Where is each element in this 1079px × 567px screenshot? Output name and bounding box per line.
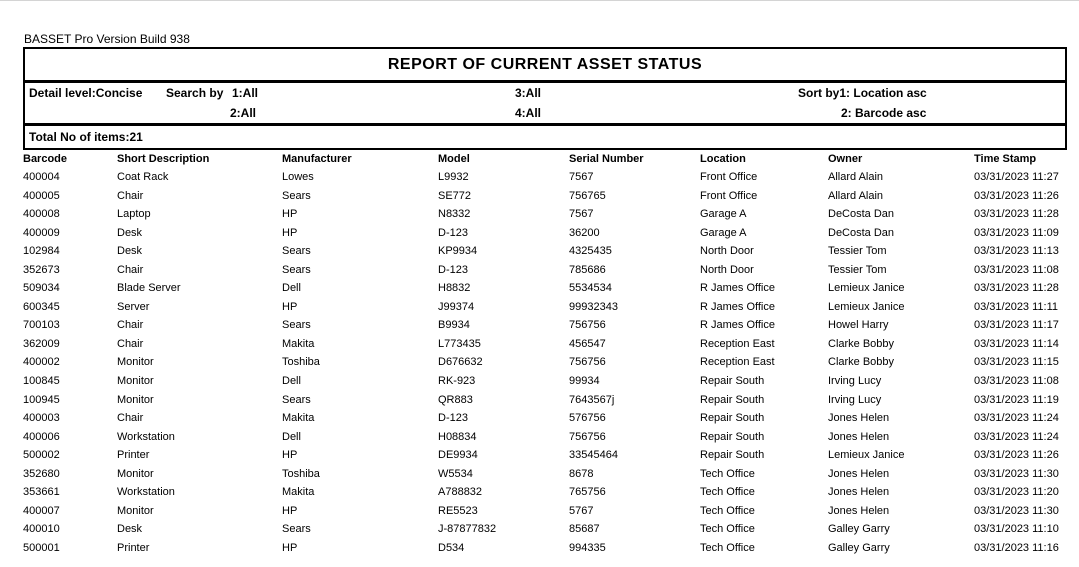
total-items-box (23, 124, 1067, 150)
cell-time-stamp: 03/31/2023 11:08 (974, 263, 1059, 276)
cell-owner: Irving Lucy (828, 375, 882, 388)
table-row (0, 169, 1079, 188)
cell-manufacturer: HP (282, 504, 298, 517)
cell-location: Front Office (700, 189, 758, 202)
table-row (0, 484, 1079, 503)
cell-manufacturer: Dell (282, 282, 301, 295)
cell-short-description: Monitor (117, 375, 154, 388)
table-row (0, 262, 1079, 281)
cell-barcode: 500002 (23, 449, 60, 462)
cell-barcode: 509034 (23, 282, 60, 295)
detail-level: Detail level:Concise (29, 86, 143, 100)
cell-owner: Clarke Bobby (828, 337, 895, 350)
cell-serial-number: 33545464 (569, 449, 618, 462)
table-row (0, 317, 1079, 336)
cell-time-stamp: 03/31/2023 11:10 (974, 523, 1059, 536)
cell-model: D534 (438, 541, 465, 554)
cell-short-description: Coat Rack (117, 171, 169, 183)
sort-criterion-1: Sort by1: Location asc (798, 86, 927, 100)
cell-location: R James Office (700, 300, 775, 313)
cell-model: L773435 (438, 337, 481, 350)
cell-owner: Allard Alain (828, 171, 884, 183)
cell-model: RK-923 (438, 375, 476, 388)
cell-manufacturer: HP (282, 449, 298, 462)
cell-location: North Door (700, 245, 754, 258)
cell-barcode: 100945 (23, 393, 60, 406)
cell-serial-number: 756756 (569, 430, 606, 443)
cell-serial-number: 99934 (569, 375, 600, 388)
table-row (0, 188, 1079, 207)
cell-owner: Allard Alain (828, 189, 884, 202)
cell-serial-number: 5767 (569, 504, 594, 517)
cell-manufacturer: Makita (282, 486, 315, 499)
asset-table-body (0, 169, 1079, 558)
cell-manufacturer: Toshiba (282, 467, 320, 480)
cell-owner: DeCosta Dan (828, 208, 895, 221)
cell-owner: Galley Garry (828, 541, 890, 554)
cell-short-description: Desk (117, 523, 143, 536)
cell-serial-number: 756756 (569, 319, 606, 332)
cell-model: DE9934 (438, 449, 478, 462)
cell-barcode: 102984 (23, 245, 60, 258)
cell-time-stamp: 03/31/2023 11:27 (974, 171, 1059, 183)
cell-time-stamp: 03/31/2023 11:16 (974, 541, 1059, 554)
cell-short-description: Laptop (117, 208, 151, 221)
cell-serial-number: 7567 (569, 208, 594, 221)
cell-short-description: Chair (117, 412, 144, 425)
table-row (0, 521, 1079, 540)
column-header-time-stamp: Time Stamp (974, 153, 1037, 165)
cell-owner: Irving Lucy (828, 393, 882, 406)
cell-short-description: Monitor (117, 504, 154, 517)
cell-location: Tech Office (700, 523, 755, 536)
column-header-location: Location (700, 153, 746, 165)
cell-barcode: 400010 (23, 523, 60, 536)
cell-time-stamp: 03/31/2023 11:19 (974, 393, 1059, 406)
column-header-owner: Owner (828, 153, 863, 165)
table-row (0, 299, 1079, 318)
cell-owner: Jones Helen (828, 430, 890, 443)
cell-barcode: 500001 (23, 541, 60, 554)
cell-location: Repair South (700, 393, 765, 406)
report-title: REPORT OF CURRENT ASSET STATUS (387, 56, 703, 73)
cell-barcode: 362009 (23, 337, 60, 350)
cell-short-description: Printer (117, 449, 150, 462)
cell-short-description: Monitor (117, 356, 154, 369)
cell-manufacturer: Makita (282, 412, 315, 425)
cell-barcode: 352673 (23, 263, 60, 276)
cell-location: Tech Office (700, 541, 755, 554)
search-criterion-3: 3:All (515, 86, 542, 100)
cell-serial-number: 4325435 (569, 245, 612, 258)
cell-owner: Clarke Bobby (828, 356, 895, 369)
cell-serial-number: 994335 (569, 541, 606, 554)
cell-model: QR883 (438, 393, 473, 406)
cell-manufacturer: Toshiba (282, 356, 320, 369)
cell-short-description: Server (117, 300, 150, 313)
cell-owner: Lemieux Janice (828, 300, 905, 313)
cell-location: Repair South (700, 430, 765, 443)
cell-location: R James Office (700, 319, 775, 332)
search-by-label: Search by (166, 86, 224, 100)
cell-barcode: 352680 (23, 467, 60, 480)
table-row (0, 429, 1079, 448)
cell-location: Repair South (700, 412, 765, 425)
cell-time-stamp: 03/31/2023 11:28 (974, 208, 1059, 221)
cell-location: Tech Office (700, 467, 755, 480)
cell-time-stamp: 03/31/2023 11:30 (974, 504, 1059, 517)
cell-short-description: Printer (117, 541, 150, 554)
cell-owner: Jones Helen (828, 467, 890, 480)
cell-location: Front Office (700, 171, 758, 183)
cell-time-stamp: 03/31/2023 11:15 (974, 356, 1059, 369)
cell-model: KP9934 (438, 245, 478, 258)
sort-criterion-2: 2: Barcode asc (841, 106, 927, 120)
cell-owner: Lemieux Janice (828, 449, 905, 462)
cell-model: J99374 (438, 300, 475, 313)
table-row (0, 410, 1079, 429)
cell-time-stamp: 03/31/2023 11:17 (974, 319, 1059, 332)
cell-serial-number: 7643567j (569, 393, 615, 406)
cell-owner: Lemieux Janice (828, 282, 905, 295)
build-version: BASSET Pro Version Build 938 (24, 32, 190, 46)
cell-model: D-123 (438, 263, 468, 276)
cell-time-stamp: 03/31/2023 11:24 (974, 430, 1059, 443)
cell-location: Repair South (700, 449, 765, 462)
cell-manufacturer: HP (282, 300, 298, 313)
cell-model: B9934 (438, 319, 470, 332)
cell-owner: Jones Helen (828, 412, 890, 425)
cell-short-description: Chair (117, 263, 144, 276)
cell-serial-number: 36200 (569, 226, 600, 239)
cell-model: D-123 (438, 412, 468, 425)
cell-serial-number: 765756 (569, 486, 606, 499)
column-header-model: Model (438, 153, 470, 165)
cell-barcode: 400009 (23, 226, 60, 239)
table-row (0, 447, 1079, 466)
cell-model: SE772 (438, 189, 472, 202)
cell-time-stamp: 03/31/2023 11:14 (974, 337, 1059, 350)
table-row (0, 206, 1079, 225)
cell-barcode: 100845 (23, 375, 60, 388)
cell-short-description: Monitor (117, 467, 154, 480)
cell-model: RE5523 (438, 504, 478, 517)
cell-location: Repair South (700, 375, 765, 388)
cell-model: A788832 (438, 486, 483, 499)
cell-model: H8832 (438, 282, 471, 295)
cell-short-description: Desk (117, 226, 143, 239)
cell-owner: Jones Helen (828, 486, 890, 499)
cell-model: L9932 (438, 171, 469, 183)
cell-short-description: Desk (117, 245, 143, 258)
cell-owner: Tessier Tom (828, 263, 887, 276)
cell-owner: Howel Harry (828, 319, 889, 332)
cell-manufacturer: Sears (282, 189, 311, 202)
cell-manufacturer: Sears (282, 263, 311, 276)
total-items: Total No of items:21 (29, 130, 143, 144)
cell-owner: DeCosta Dan (828, 226, 895, 239)
cell-barcode: 400003 (23, 412, 60, 425)
cell-manufacturer: Dell (282, 430, 301, 443)
report-criteria-box (23, 81, 1067, 125)
table-row (0, 503, 1079, 522)
cell-location: Reception East (700, 337, 775, 350)
cell-model: H08834 (438, 430, 477, 443)
cell-time-stamp: 03/31/2023 11:26 (974, 189, 1059, 202)
report-title-box (23, 47, 1067, 82)
cell-serial-number: 8678 (569, 467, 594, 480)
cell-short-description: Workstation (117, 486, 175, 499)
cell-short-description: Chair (117, 337, 144, 350)
table-row (0, 354, 1079, 373)
cell-owner: Tessier Tom (828, 245, 887, 258)
cell-short-description: Workstation (117, 430, 175, 443)
cell-time-stamp: 03/31/2023 11:24 (974, 412, 1059, 425)
table-row (0, 225, 1079, 244)
cell-short-description: Chair (117, 319, 144, 332)
cell-location: Tech Office (700, 486, 755, 499)
cell-manufacturer: Sears (282, 319, 311, 332)
cell-model: W5534 (438, 467, 473, 480)
cell-location: R James Office (700, 282, 775, 295)
cell-serial-number: 756756 (569, 356, 606, 369)
table-row (0, 243, 1079, 262)
cell-serial-number: 7567 (569, 171, 594, 183)
cell-barcode: 400002 (23, 356, 60, 369)
cell-time-stamp: 03/31/2023 11:28 (974, 282, 1059, 295)
cell-manufacturer: HP (282, 226, 298, 239)
table-row (0, 336, 1079, 355)
cell-manufacturer: Sears (282, 245, 311, 258)
cell-model: D-123 (438, 226, 468, 239)
cell-time-stamp: 03/31/2023 11:11 (974, 300, 1059, 313)
cell-serial-number: 576756 (569, 412, 606, 425)
table-row (0, 540, 1079, 559)
column-header-manufacturer: Manufacturer (282, 153, 352, 165)
cell-serial-number: 456547 (569, 337, 606, 350)
top-divider (0, 0, 1079, 1)
cell-location: Garage A (700, 226, 747, 239)
table-row (0, 280, 1079, 299)
cell-model: J-87877832 (438, 523, 497, 536)
cell-model: N8332 (438, 208, 471, 221)
table-row (0, 466, 1079, 485)
cell-manufacturer: Makita (282, 337, 315, 350)
cell-owner: Galley Garry (828, 523, 890, 536)
cell-time-stamp: 03/31/2023 11:09 (974, 226, 1059, 239)
cell-time-stamp: 03/31/2023 11:08 (974, 375, 1059, 388)
cell-serial-number: 5534534 (569, 282, 612, 295)
table-row (0, 373, 1079, 392)
search-criterion-1: 1:All (232, 86, 259, 100)
cell-manufacturer: Lowes (282, 171, 314, 183)
column-header-serial-number: Serial Number (569, 153, 644, 165)
cell-model: D676632 (438, 356, 483, 369)
table-row (0, 392, 1079, 411)
cell-short-description: Blade Server (117, 282, 181, 295)
cell-location: Reception East (700, 356, 775, 369)
cell-location: Garage A (700, 208, 747, 221)
cell-barcode: 400007 (23, 504, 60, 517)
cell-serial-number: 99932343 (569, 300, 618, 313)
column-header-barcode: Barcode (23, 153, 68, 165)
cell-serial-number: 785686 (569, 263, 606, 276)
cell-barcode: 700103 (23, 319, 60, 332)
cell-serial-number: 756765 (569, 189, 606, 202)
cell-barcode: 400004 (23, 171, 60, 183)
cell-barcode: 400005 (23, 189, 60, 202)
cell-manufacturer: HP (282, 541, 298, 554)
cell-time-stamp: 03/31/2023 11:26 (974, 449, 1059, 462)
cell-barcode: 353661 (23, 486, 60, 499)
cell-manufacturer: Dell (282, 375, 301, 388)
cell-barcode: 600345 (23, 300, 60, 313)
cell-manufacturer: Sears (282, 523, 311, 536)
cell-barcode: 400006 (23, 430, 60, 443)
cell-location: Tech Office (700, 504, 755, 517)
column-header-short-description: Short Description (117, 153, 210, 165)
cell-short-description: Monitor (117, 393, 154, 406)
cell-short-description: Chair (117, 189, 144, 202)
cell-manufacturer: HP (282, 208, 298, 221)
cell-barcode: 400008 (23, 208, 60, 221)
search-criterion-2: 2:All (230, 106, 257, 120)
cell-time-stamp: 03/31/2023 11:13 (974, 245, 1059, 258)
search-criterion-4: 4:All (515, 106, 542, 120)
cell-time-stamp: 03/31/2023 11:20 (974, 486, 1059, 499)
cell-owner: Jones Helen (828, 504, 890, 517)
cell-location: North Door (700, 263, 754, 276)
cell-serial-number: 85687 (569, 523, 600, 536)
cell-time-stamp: 03/31/2023 11:30 (974, 467, 1059, 480)
cell-manufacturer: Sears (282, 393, 311, 406)
